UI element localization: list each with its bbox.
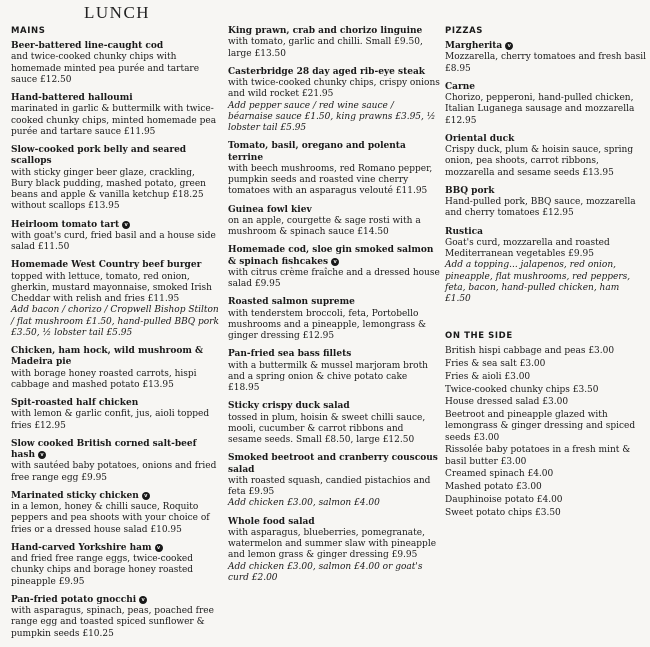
menu-item — [445, 82, 647, 127]
menu-item-name: BBQ pork — [445, 185, 495, 196]
menu-item — [11, 93, 219, 138]
menu-item — [445, 134, 647, 179]
menu-item — [228, 141, 440, 197]
menu-item-name: Hand-battered halloumi — [11, 93, 133, 103]
pizzas-list — [445, 41, 647, 305]
menu-item — [445, 227, 647, 306]
menu-item-description: on an apple, courgette & sage rosti with a mushroom & spinach sauce £14.50 — [228, 215, 421, 237]
side-item: British hispi cabbage and peas £3.00 — [445, 346, 615, 357]
menu-item — [228, 453, 440, 509]
side-item: Fries & sea salt £3.00 — [445, 359, 546, 369]
menu-item-name: Casterbridge 28 day aged rib-eye steak — [228, 66, 426, 77]
menu-item-description: with goat's curd, fried basil and a house side salad £11.50 — [11, 230, 216, 252]
menu-item — [445, 186, 647, 220]
menu-item-name: Pan-fried sea bass fillets — [228, 349, 352, 360]
menu-item-name: Sticky crispy duck salad — [228, 401, 350, 412]
vegetarian-icon: v — [139, 596, 147, 604]
vegetarian-icon: v — [122, 221, 130, 229]
menu-item — [11, 491, 219, 536]
menu-item — [11, 260, 219, 339]
menu-item-description: with asparagus, blueberries, pomegranate, watermelon and summer slaw with pineapple and lemon grass & ginger dressing £9.95 — [228, 527, 437, 561]
menu-item — [11, 595, 219, 640]
menu-item — [11, 543, 219, 588]
side-item: House dressed salad £3.00 — [445, 397, 569, 408]
menu-item — [11, 439, 219, 484]
menu-item — [11, 41, 219, 86]
menu-item-name: Slow-cooked pork belly and seared scallops — [11, 145, 187, 167]
vegetarian-icon: v — [142, 492, 150, 500]
menu-item-description: with beech mushrooms, red Romano pepper, pumpkin seeds and roasted vine cherry tomatoes with an asparagus velouté £11.95 — [228, 163, 433, 197]
menu-item — [228, 245, 440, 290]
menu-item-name: Pan-fried potato gnocchi — [11, 594, 137, 605]
menu-item — [11, 220, 219, 254]
menu-item-name: Homemade cod, sloe gin smoked salmon & spinach fishcakes — [228, 245, 434, 267]
menu-item — [228, 517, 440, 585]
side-item: Sweet potato chips £3.50 — [445, 507, 561, 518]
side-item: Beetroot and pineapple glazed with lemongrass & ginger dressing and spiced seeds £3.00 — [445, 410, 636, 443]
menu-item-description: with sticky ginger beer glaze, crackling, Bury black pudding, mashed potato, green beans and apple & vanilla ketchup £18.25 without scallops £13.95 — [11, 167, 206, 212]
middle-list — [228, 26, 440, 584]
menu-item-description: with sautéed baby potatoes, onions and fried free range egg £9.95 — [11, 461, 217, 483]
menu-item-description: with asparagus, spinach, peas, poached free range egg and toasted spiced sunflower & pumpkin seeds £10.25 — [11, 606, 214, 639]
menu-item-name: Roasted salmon supreme — [228, 297, 355, 308]
side-item: Mashed potato £3.00 — [445, 482, 542, 492]
menu-item-name: Carne — [445, 81, 476, 92]
menu-item-description: with tomato, garlic and chilli. Small £9.50, large £13.50 — [228, 37, 423, 59]
menu-item-name: Hand-carved Yorkshire ham — [11, 542, 152, 553]
menu-item-description: with citrus crème fraîche and a dressed house salad £9.95 — [228, 267, 440, 289]
menu-item-name: Tomato, basil, oregano and polenta terrine — [228, 141, 406, 163]
menu-item — [11, 145, 219, 213]
menu-item — [228, 349, 440, 394]
menu-item — [11, 346, 219, 391]
menu-item-description: with twice-cooked chunky chips, crispy onions and wild rocket £21.95 — [228, 78, 440, 100]
vegetarian-icon: v — [155, 544, 163, 552]
menu-item-description: Goat's curd, mozzarella and roasted Mediterranean vegetables £9.95 — [445, 237, 610, 259]
menu-item-name: Heirloom tomato tart — [11, 219, 120, 230]
menu-item-extras: Add chicken £3.00, salmon £4.00 — [228, 498, 380, 509]
menu-item — [445, 41, 647, 75]
menu-item — [228, 67, 440, 135]
side-item: Twice-cooked chunky chips £3.50 — [445, 384, 599, 395]
middle-column — [228, 26, 440, 591]
menu-item-description: and twice-cooked chunky chips with homemade minted pea purée and tartare sauce £12.50 — [11, 52, 200, 85]
vegetarian-icon: v — [505, 42, 513, 50]
sides-list — [445, 346, 647, 519]
menu-item — [228, 205, 440, 239]
menu-item-name: Spit-roasted half chicken — [11, 398, 139, 408]
menu-item-extras: Add a topping... jalapenos, red onion, pineapple, flat mushrooms, red peppers, feta, bacon, hand-pulled chicken, ham £1.50 — [445, 260, 631, 304]
menu-item — [228, 401, 440, 446]
menu-item-description: in a lemon, honey & chilli sauce, Roquito peppers and pea shoots with your choice of fries or a dressed house salad £10.95 — [11, 502, 210, 535]
menu-item-name: Marinated sticky chicken — [11, 490, 139, 501]
menu-title: LUNCH — [84, 3, 151, 22]
menu-item-name: Homemade West Country beef burger — [11, 260, 202, 271]
menu-item — [228, 297, 440, 342]
pizzas-heading: PIZZAS — [445, 26, 484, 36]
menu-item-extras: Add pepper sauce / red wine sauce / béarnaise sauce £1.50, king prawns £3.95, ½ lobster tail £5.95 — [228, 100, 436, 133]
menu-item-name: King prawn, crab and chorizo linguine — [228, 26, 423, 36]
menu-item-name: Chicken, ham hock, wild mushroom & Madeira pie — [11, 346, 204, 368]
menu-item — [11, 398, 219, 432]
menu-item-description: Hand-pulled pork, BBQ sauce, mozzarella and cherry tomatoes £12.95 — [445, 197, 636, 219]
sides-heading: ON THE SIDE — [445, 331, 513, 342]
vegetarian-icon: v — [331, 258, 339, 266]
menu-item-name: Rustica — [445, 226, 483, 237]
menu-item-name: Beer-battered line-caught cod — [11, 41, 164, 51]
menu-item-description: with borage honey roasted carrots, hispi cabbage and mashed potato £13.95 — [11, 368, 197, 390]
vegetarian-icon: v — [38, 451, 46, 459]
menu-item-name: Slow cooked British corned salt-beef hash — [11, 438, 197, 460]
menu-item — [228, 26, 440, 60]
menu-item-name: Smoked beetroot and cranberry couscous salad — [228, 453, 438, 475]
menu-item-name: Margherita — [445, 41, 503, 51]
menu-item-description: Crispy duck, plum & hoisin sauce, spring onion, pea shoots, carrot ribbons, mozzarella and sesame seeds £13.95 — [445, 145, 634, 178]
menu-item-description: marinated in garlic & buttermilk with twice-cooked chunky chips, minted homemade pea purée and tartare sauce £11.95 — [11, 104, 217, 137]
pizzas-and-sides-column — [445, 26, 647, 520]
menu-item-name: Oriental duck — [445, 133, 515, 144]
mains-column — [11, 26, 219, 647]
menu-item-description: with tenderstem broccoli, feta, Portobello mushrooms and a pineapple, lemongrass & ginger dressing £12.95 — [228, 308, 426, 341]
menu-item-description: with roasted squash, candied pistachios and feta £9.95 — [228, 475, 431, 497]
menu-item-description: and fried free range eggs, twice-cooked chunky chips and borage honey roasted pineapple £9.95 — [11, 554, 194, 587]
menu-item-name: Guinea fowl kiev — [228, 204, 312, 215]
mains-heading: MAINS — [11, 26, 46, 36]
menu-item-description: topped with lettuce, tomato, red onion, gherkin, mustard mayonnaise, smoked Irish Cheddar with relish and fries £11.95 — [11, 271, 212, 304]
menu-item-extras: Add bacon / chorizo / Cropwell Bishop Stilton / flat mushroom £1.50, hand-pulled BBQ pork £3.50, ½ lobster tail £5.95 — [11, 305, 219, 338]
menu-item-description: Chorizo, pepperoni, hand-pulled chicken, Italian Luganega sausage and mozzarella £12.95 — [445, 93, 635, 126]
side-item: Rissolée baby potatoes in a fresh mint & basil butter £3.00 — [445, 445, 631, 467]
menu-item-description: Mozzarella, cherry tomatoes and fresh basil £8.95 — [445, 52, 646, 74]
side-item: Fries & aioli £3.00 — [445, 371, 531, 382]
menu-item-description: with lemon & garlic confit, jus, aioli topped fries £12.95 — [11, 409, 210, 431]
menu-item-description: tossed in plum, hoisin & sweet chilli sauce, mooli, cucumber & carrot ribbons and sesame seeds. Small £8.50, large £12.50 — [228, 412, 426, 445]
side-item: Dauphinoise potato £4.00 — [445, 494, 563, 505]
mains-list — [11, 41, 219, 640]
menu-item-description: with a buttermilk & mussel marjoram broth and a spring onion & chive potato cake £18.95 — [228, 360, 428, 393]
side-item: Creamed spinach £4.00 — [445, 469, 554, 480]
menu-item-name: Whole food salad — [228, 516, 315, 527]
menu-item-extras: Add chicken £3.00, salmon £4.00 or goat's curd £2.00 — [228, 561, 423, 583]
